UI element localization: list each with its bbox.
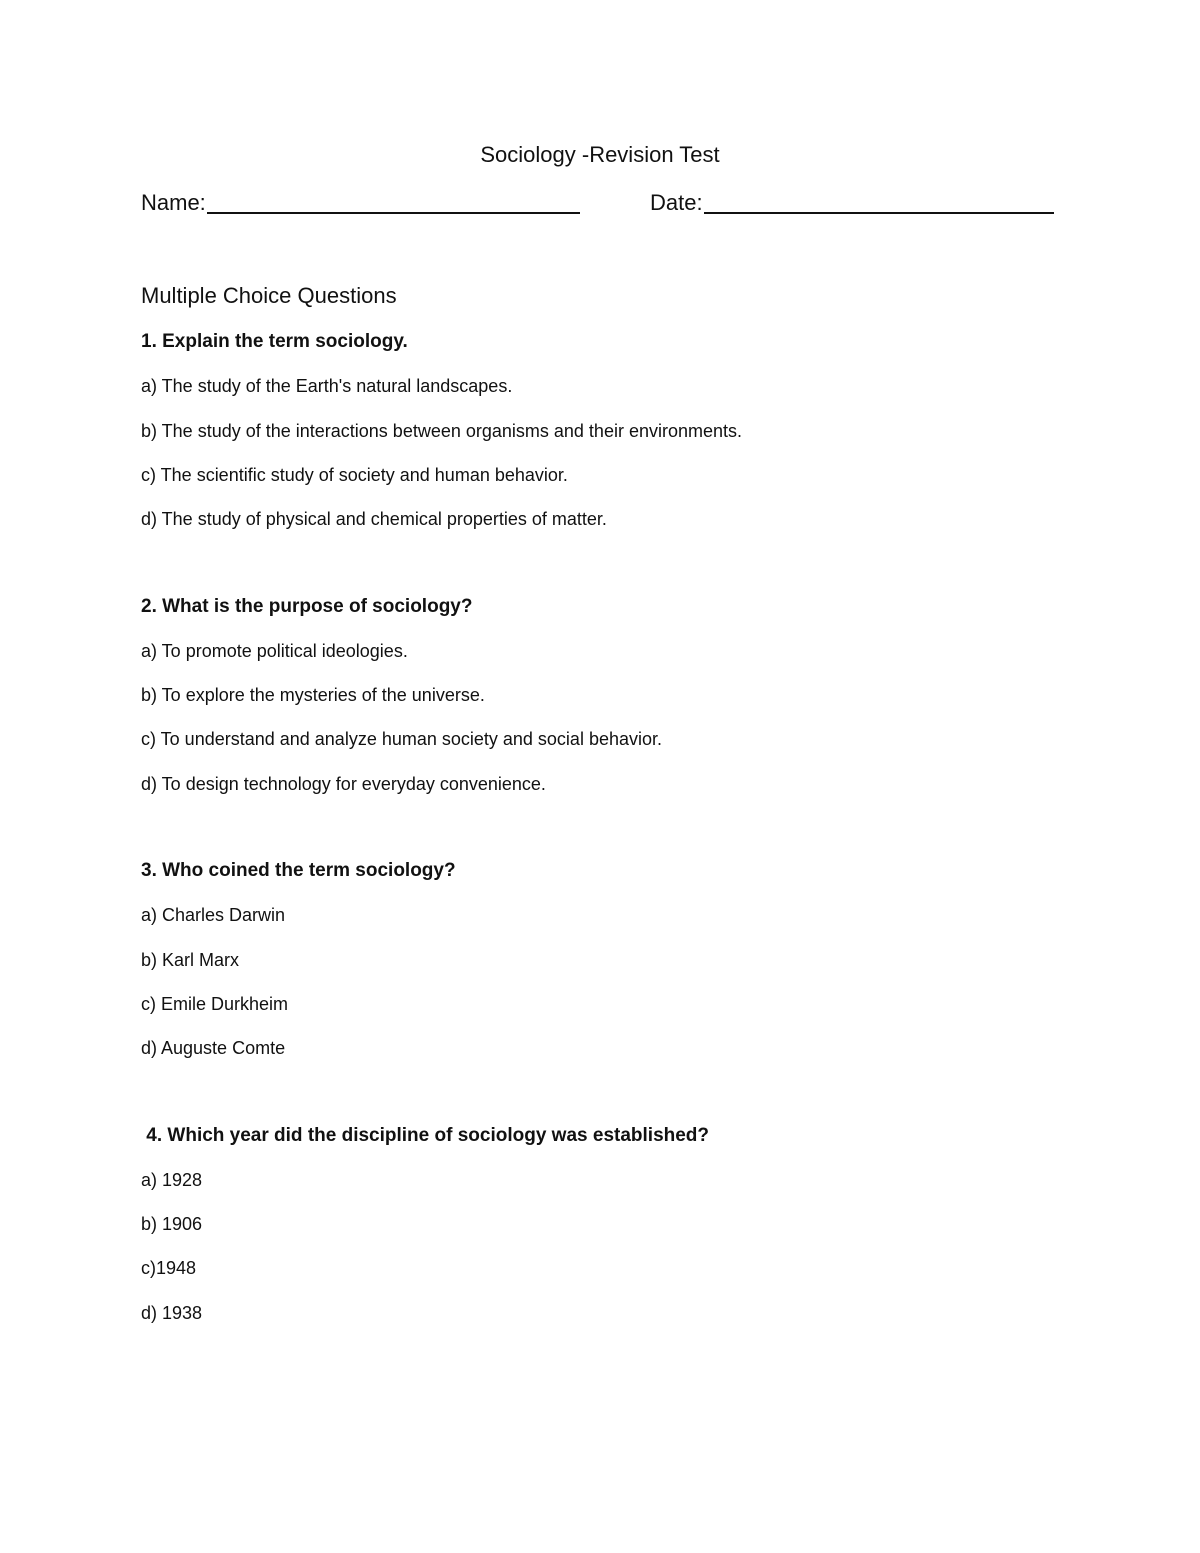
question-2: 2. What is the purpose of sociology? — [141, 596, 473, 617]
question-4-option-b: b) 1906 — [141, 1214, 203, 1234]
question-3-option-c: c) Emile Durkheim — [141, 994, 289, 1014]
question-2-option-c: c) To understand and analyze human society and social behavior. — [141, 729, 662, 749]
question-2-option-d: d) To design technology for everyday convenience. — [141, 774, 546, 794]
question-3-option-a: a) Charles Darwin — [141, 905, 286, 925]
question-3-option-d: d) Auguste Comte — [141, 1038, 286, 1058]
document-title: Sociology -Revision Test — [480, 142, 720, 167]
header-fields — [141, 189, 1061, 219]
question-1-option-d: d) The study of physical and chemical properties of matter. — [141, 509, 607, 529]
question-2-option-a: a) To promote political ideologies. — [141, 641, 408, 661]
question-4-option-d: d) 1938 — [141, 1303, 203, 1323]
name-label: Name: — [141, 190, 206, 215]
question-1: 1. Explain the term sociology. — [141, 331, 408, 352]
question-4-option-a: a) 1928 — [141, 1170, 203, 1190]
question-1-option-b: b) The study of the interactions between organisms and their environments. — [141, 421, 742, 441]
date-blank-line[interactable] — [704, 212, 1054, 214]
question-4: 4. Which year did the discipline of sociology was established? — [141, 1125, 710, 1146]
question-1-option-c: c) The scientific study of society and human behavior. — [141, 465, 568, 485]
question-4-option-c: c)1948 — [141, 1258, 197, 1278]
name-blank-line[interactable] — [207, 212, 580, 214]
section-heading: Multiple Choice Questions — [141, 283, 397, 308]
question-3: 3. Who coined the term sociology? — [141, 860, 456, 881]
question-2-option-b: b) To explore the mysteries of the universe. — [141, 685, 485, 705]
question-3-option-b: b) Karl Marx — [141, 950, 240, 970]
question-1-option-a: a) The study of the Earth's natural landscapes. — [141, 376, 513, 396]
date-label: Date: — [650, 190, 703, 215]
